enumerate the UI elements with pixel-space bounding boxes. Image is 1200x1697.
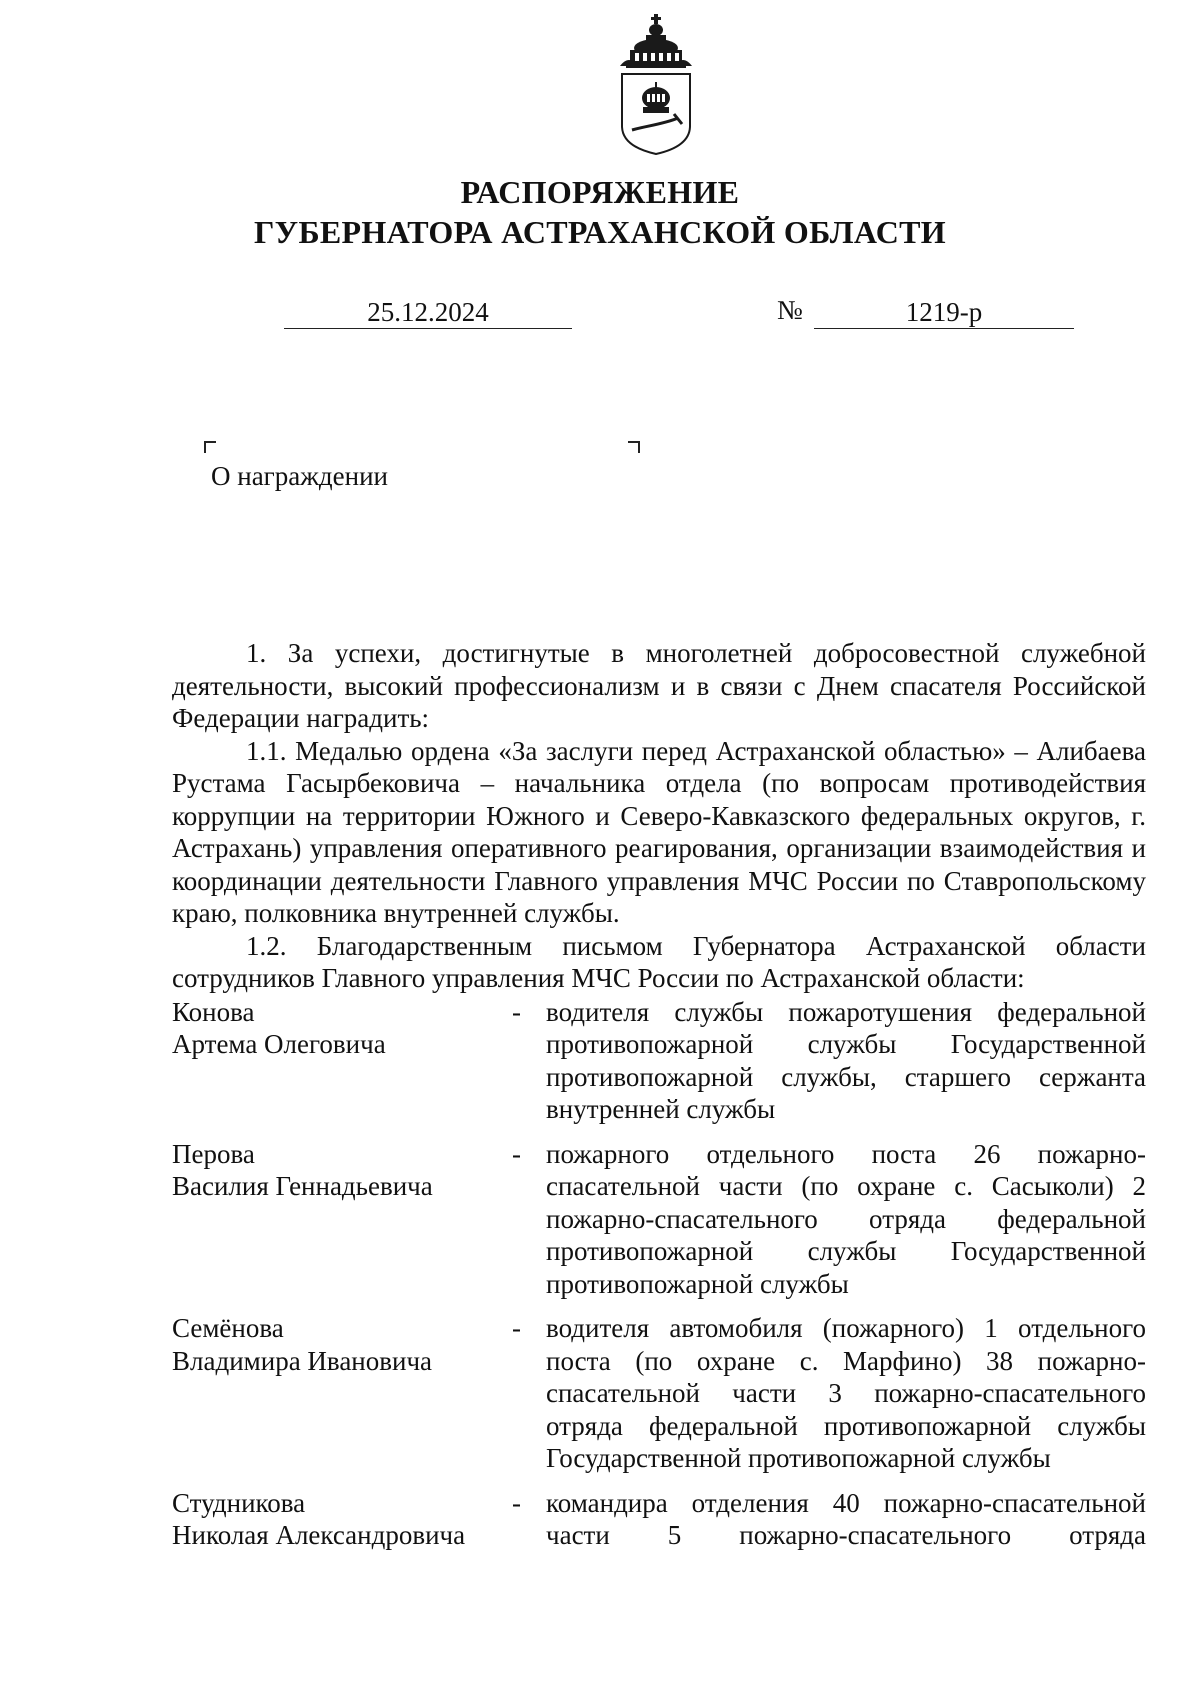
awardee-name — [172, 996, 512, 1126]
awardee-position: водителя автомобиля (пожарного) 1 отдельного поста (по охране с. Марфино) 38 пожарно-спасательной части 3 пожарно-спасательного отряда федеральной противопожарной службы Государственной противопожарной службы — [546, 1313, 1146, 1473]
issuer-title: ГУБЕРНАТОРА АСТРАХАНСКОЙ ОБЛАСТИ — [254, 214, 946, 250]
awardee-surname: Семёнова — [172, 1313, 284, 1343]
awardee-dash: - — [512, 1487, 521, 1518]
awardee-given-names: Николая Александровича — [172, 1520, 466, 1550]
awardee-row — [172, 1487, 1146, 1552]
paragraph-1: 1. За успехи, достигнутые в многолетней добросовестной служебной деятельности, высокий профессионализм и в связи с Днем спасателя Российской Федерации наградить: — [172, 638, 1146, 733]
awardee-surname: Студникова — [172, 1487, 306, 1518]
document-number: 1219-р — [814, 296, 1074, 329]
awardee-name — [172, 1487, 512, 1552]
document-subject: О награждении — [211, 461, 388, 491]
document-date: 25.12.2024 — [284, 296, 572, 329]
subject-corner-right — [628, 441, 640, 453]
awardee-dash: - — [512, 1313, 521, 1343]
awardee-position: водителя службы пожаротушения федеральной противопожарной службы Государственной противопожарной службы, старшего сержанта внутренней службы — [546, 996, 1146, 1124]
awardee-given-names: Василия Геннадьевича — [172, 1171, 433, 1201]
paragraph-1-1: 1.1. Медалью ордена «За заслуги перед Астраханской областью» – Алибаева Рустама Гасырбековича – начальника отдела (по вопросам противодействия коррупции на территории Южного и Северо-Кавказского федеральных округов, г. Астрахань) управления оперативного реагирования, организации взаимодействия и координации деятельности Главного управления МЧС России по Ставропольскому краю, полковника внутренней службы. — [172, 735, 1146, 928]
awardee-given-names: Артема Олеговича — [172, 1029, 386, 1059]
awardee-surname: Конова — [172, 996, 255, 1027]
awardee-position: командира отделения 40 пожарно-спасательной части 5 пожарно-спасательного отряда — [546, 1487, 1146, 1550]
document-body — [172, 637, 1146, 1564]
number-sign: № — [777, 295, 803, 325]
awardee-row — [172, 996, 1146, 1126]
coat-of-arms-emblem — [616, 14, 696, 156]
awardees-list — [172, 996, 1146, 1552]
awardee-name — [172, 1312, 512, 1475]
awardee-row — [172, 1312, 1146, 1475]
awardee-position: пожарного отдельного поста 26 пожарно-спасательной части (по охране с. Сасыколи) 2 пожарно-спасательного отряда федеральной противопожарной службы Государственной противопожарной службы — [546, 1138, 1146, 1299]
awardee-name — [172, 1138, 512, 1301]
awardee-surname: Перова — [172, 1138, 255, 1169]
document-title: РАСПОРЯЖЕНИЕ — [460, 174, 740, 210]
awardee-given-names: Владимира Ивановича — [172, 1345, 433, 1376]
awardee-row — [172, 1138, 1146, 1301]
paragraph-1-2: 1.2. Благодарственным письмом Губернатора Астраханской области сотрудников Главного управления МЧС России по Астраханской области: — [172, 930, 1146, 993]
subject-corner-left — [204, 441, 216, 453]
awardee-dash: - — [512, 1138, 521, 1169]
awardee-dash: - — [512, 996, 521, 1027]
